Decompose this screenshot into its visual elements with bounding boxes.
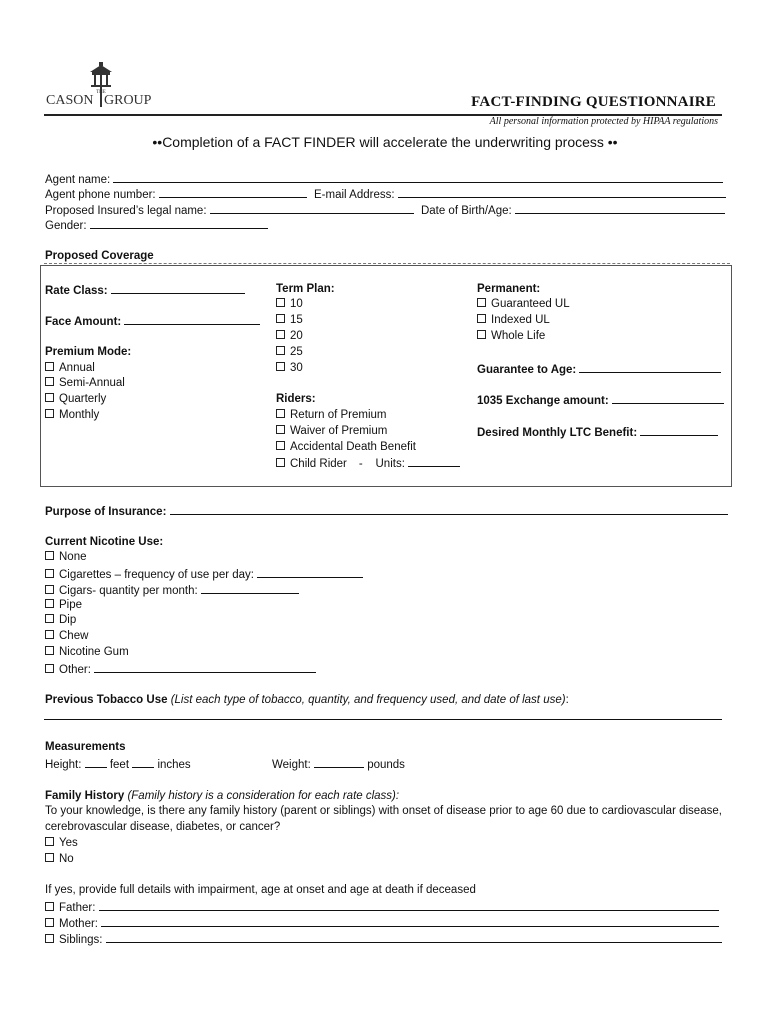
face-amount-field[interactable] — [124, 314, 260, 325]
guarantee-age-row — [477, 362, 721, 376]
height-feet-field[interactable] — [85, 757, 107, 768]
nicotine-pipe-label: Pipe — [59, 599, 83, 611]
nicotine-gum-label: Nicotine Gum — [59, 646, 129, 658]
nicotine-cigarettes[interactable] — [45, 567, 363, 581]
purpose-field[interactable] — [170, 504, 728, 515]
guarantee-age-label: Guarantee to Age: — [477, 364, 577, 376]
agent-phone-row — [45, 187, 726, 201]
family-if-yes: If yes, provide full details with impairment, age at onset and age at death if deceased — [45, 884, 476, 896]
mode-monthly-label: Monthly — [59, 409, 100, 421]
height-inches-field[interactable] — [132, 757, 154, 768]
email-field[interactable] — [398, 187, 726, 198]
mode-annual[interactable] — [45, 362, 95, 374]
child-units-label: - Units: — [358, 458, 405, 470]
feet-label: feet — [109, 759, 130, 771]
gender-row — [45, 218, 268, 232]
family-no-label: No — [59, 853, 74, 865]
rider-child[interactable] — [276, 456, 460, 470]
ltc-benefit-field[interactable] — [640, 425, 718, 436]
cason-group-logo — [44, 60, 164, 108]
checkbox-icon[interactable] — [45, 569, 54, 578]
family-question-line-2: cerebrovascular disease, diabetes, or cancer? — [45, 821, 281, 833]
mode-quarterly[interactable] — [45, 393, 106, 405]
checkbox-icon[interactable] — [276, 362, 285, 371]
checkbox-icon[interactable] — [45, 409, 54, 418]
rider-adb-label: Accidental Death Benefit — [290, 441, 416, 453]
checkbox-icon[interactable] — [477, 314, 486, 323]
perm-gul-label: Guaranteed UL — [491, 298, 570, 310]
nicotine-chew-label: Chew — [59, 630, 89, 642]
height-label: Height: — [45, 759, 82, 771]
nicotine-heading: Current Nicotine Use: — [45, 536, 164, 548]
mode-quarterly-label: Quarterly — [59, 393, 107, 405]
nicotine-pipe[interactable] — [45, 599, 82, 611]
mode-semi-annual-label: Semi-Annual — [59, 377, 125, 389]
logo-group: GROUP — [104, 93, 152, 108]
checkbox-icon[interactable] — [477, 330, 486, 339]
rider-waiver-of-premium[interactable] — [276, 425, 387, 437]
guarantee-age-field[interactable] — [579, 362, 721, 373]
logo-cason: CASON — [46, 93, 94, 108]
perm-iul-label: Indexed UL — [491, 314, 550, 326]
nicotine-none-label: None — [59, 551, 87, 563]
hipaa-notice: All personal information protected by HIPAA regulations — [489, 116, 718, 127]
nicotine-other-field[interactable] — [94, 662, 316, 673]
gender-field[interactable] — [90, 218, 268, 229]
height-row — [45, 757, 191, 771]
siblings-row — [45, 932, 722, 946]
rider-rop-label: Return of Premium — [290, 409, 387, 421]
nicotine-cigars-label: Cigars- quantity per month: — [59, 585, 198, 597]
child-units-field[interactable] — [408, 456, 460, 467]
term-25[interactable] — [276, 346, 303, 358]
measurements-heading: Measurements — [45, 741, 126, 753]
nicotine-none[interactable] — [45, 551, 87, 563]
rate-class-row — [45, 283, 245, 297]
checkbox-icon[interactable] — [276, 409, 285, 418]
coverage-divider — [44, 263, 730, 264]
weight-label: Weight: — [272, 759, 311, 771]
rider-child-label: Child Rider — [290, 458, 347, 470]
checkbox-icon[interactable] — [276, 298, 285, 307]
tobacco-row — [45, 694, 569, 706]
term-20-label: 20 — [290, 330, 303, 342]
mode-monthly[interactable] — [45, 409, 99, 421]
perm-guaranteed-ul[interactable] — [477, 298, 570, 310]
agent-phone-label: Agent phone number: — [45, 189, 156, 201]
dob-field[interactable] — [515, 203, 725, 214]
term-30[interactable] — [276, 362, 303, 374]
pounds-label: pounds — [367, 759, 405, 771]
checkbox-icon[interactable] — [276, 346, 285, 355]
checkbox-icon[interactable] — [477, 298, 486, 307]
tobacco-field[interactable] — [44, 719, 722, 720]
family-history-row — [45, 790, 399, 802]
rider-return-of-premium[interactable] — [276, 409, 387, 421]
exchange-1035-field[interactable] — [612, 393, 724, 404]
siblings-label: Siblings: — [59, 934, 103, 946]
insured-row — [45, 203, 725, 217]
family-no[interactable] — [45, 853, 74, 865]
checkbox-icon[interactable] — [45, 837, 54, 846]
exchange-1035-label: 1035 Exchange amount: — [477, 395, 609, 407]
checkbox-icon[interactable] — [45, 614, 54, 623]
checkbox-icon[interactable] — [45, 853, 54, 862]
ltc-benefit-row — [477, 425, 718, 439]
rate-class-field[interactable] — [111, 283, 245, 294]
mother-label: Mother: — [59, 918, 98, 930]
nicotine-other[interactable] — [45, 662, 316, 676]
father-label: Father: — [59, 902, 96, 914]
checkbox-icon[interactable] — [45, 393, 54, 402]
agent-name-label: Agent name: — [45, 174, 111, 186]
perm-wl-label: Whole Life — [491, 330, 546, 342]
term-10-label: 10 — [290, 298, 303, 310]
dob-label: Date of Birth/Age: — [420, 205, 512, 217]
email-label: E-mail Address: — [314, 189, 395, 201]
rider-accidental-death[interactable] — [276, 441, 416, 453]
completion-banner: ••Completion of a FACT FINDER will accelerate the underwriting process •• — [152, 134, 618, 150]
purpose-label: Purpose of Insurance: — [45, 506, 167, 518]
perm-whole-life[interactable] — [477, 330, 545, 342]
checkbox-icon[interactable] — [45, 918, 54, 927]
mother-field[interactable] — [101, 916, 719, 927]
nicotine-chew[interactable] — [45, 630, 88, 642]
term-20[interactable] — [276, 330, 303, 342]
coverage-box — [40, 265, 732, 487]
agent-name-field[interactable] — [113, 172, 723, 183]
nicotine-dip-label: Dip — [59, 614, 77, 626]
perm-indexed-ul[interactable] — [477, 314, 550, 326]
checkbox-icon[interactable] — [45, 551, 54, 560]
insured-name-label: Proposed Insured’s legal name: — [45, 205, 207, 217]
mode-semi-annual[interactable] — [45, 377, 125, 389]
purpose-row — [45, 504, 728, 518]
father-field[interactable] — [99, 900, 719, 911]
term-10[interactable] — [276, 298, 303, 310]
agent-phone-field[interactable] — [159, 187, 307, 198]
checkbox-icon[interactable] — [276, 330, 285, 339]
checkbox-icon[interactable] — [45, 377, 54, 386]
cigarettes-frequency-field[interactable] — [257, 567, 363, 578]
family-yes[interactable] — [45, 837, 78, 849]
tobacco-colon: : — [565, 694, 569, 706]
riders-label: Riders: — [276, 393, 316, 405]
rate-class-label: Rate Class: — [45, 285, 108, 297]
gender-label: Gender: — [45, 220, 87, 232]
checkbox-icon[interactable] — [276, 441, 285, 450]
family-question-line-1: To your knowledge, is there any family history (parent or siblings) with onset of disease prior to age 60 due to cardiovascular disease, — [45, 805, 722, 817]
nicotine-gum[interactable] — [45, 646, 129, 658]
logo-the: THE — [96, 90, 106, 95]
inches-label: inches — [157, 759, 191, 771]
permanent-label: Permanent: — [477, 283, 541, 295]
family-history-note: (Family history is a consideration for each rate class): — [127, 790, 400, 802]
agent-name-row — [45, 172, 723, 186]
term-25-label: 25 — [290, 346, 303, 358]
checkbox-icon[interactable] — [45, 630, 54, 639]
term-15-label: 15 — [290, 314, 303, 326]
tobacco-note: (List each type of tobacco, quantity, and frequency used, and date of last use) — [170, 694, 566, 706]
term-15[interactable] — [276, 314, 303, 326]
checkbox-icon[interactable] — [276, 458, 285, 467]
coverage-heading: Proposed Coverage — [45, 250, 154, 262]
form-title: FACT-FINDING QUESTIONNAIRE — [471, 94, 716, 110]
checkbox-icon[interactable] — [45, 934, 54, 943]
face-amount-row — [45, 314, 260, 328]
family-history-heading: Family History — [45, 790, 125, 802]
weight-field[interactable] — [314, 757, 364, 768]
cigars-quantity-field[interactable] — [201, 583, 299, 594]
mode-annual-label: Annual — [59, 362, 95, 374]
exchange-1035-row — [477, 393, 724, 407]
premium-mode-label: Premium Mode: — [45, 346, 132, 358]
checkbox-icon[interactable] — [45, 646, 54, 655]
checkbox-icon[interactable] — [45, 585, 54, 594]
term-30-label: 30 — [290, 362, 303, 374]
siblings-field[interactable] — [106, 932, 722, 943]
tobacco-heading: Previous Tobacco Use — [45, 694, 168, 706]
rider-wop-label: Waiver of Premium — [290, 425, 388, 437]
ltc-benefit-label: Desired Monthly LTC Benefit: — [477, 427, 638, 439]
face-amount-label: Face Amount: — [45, 316, 122, 328]
nicotine-cigarettes-label: Cigarettes – frequency of use per day: — [59, 569, 254, 581]
mother-row — [45, 916, 719, 930]
insured-name-field[interactable] — [210, 203, 414, 214]
nicotine-dip[interactable] — [45, 614, 76, 626]
father-row — [45, 900, 719, 914]
checkbox-icon[interactable] — [45, 362, 54, 371]
checkbox-icon[interactable] — [45, 664, 54, 673]
nicotine-other-label: Other: — [59, 664, 91, 676]
checkbox-icon[interactable] — [45, 599, 54, 608]
checkbox-icon[interactable] — [276, 425, 285, 434]
weight-row — [272, 757, 405, 771]
checkbox-icon[interactable] — [276, 314, 285, 323]
term-plan-label: Term Plan: — [276, 283, 335, 295]
nicotine-cigars[interactable] — [45, 583, 299, 597]
family-yes-label: Yes — [59, 837, 78, 849]
checkbox-icon[interactable] — [45, 902, 54, 911]
